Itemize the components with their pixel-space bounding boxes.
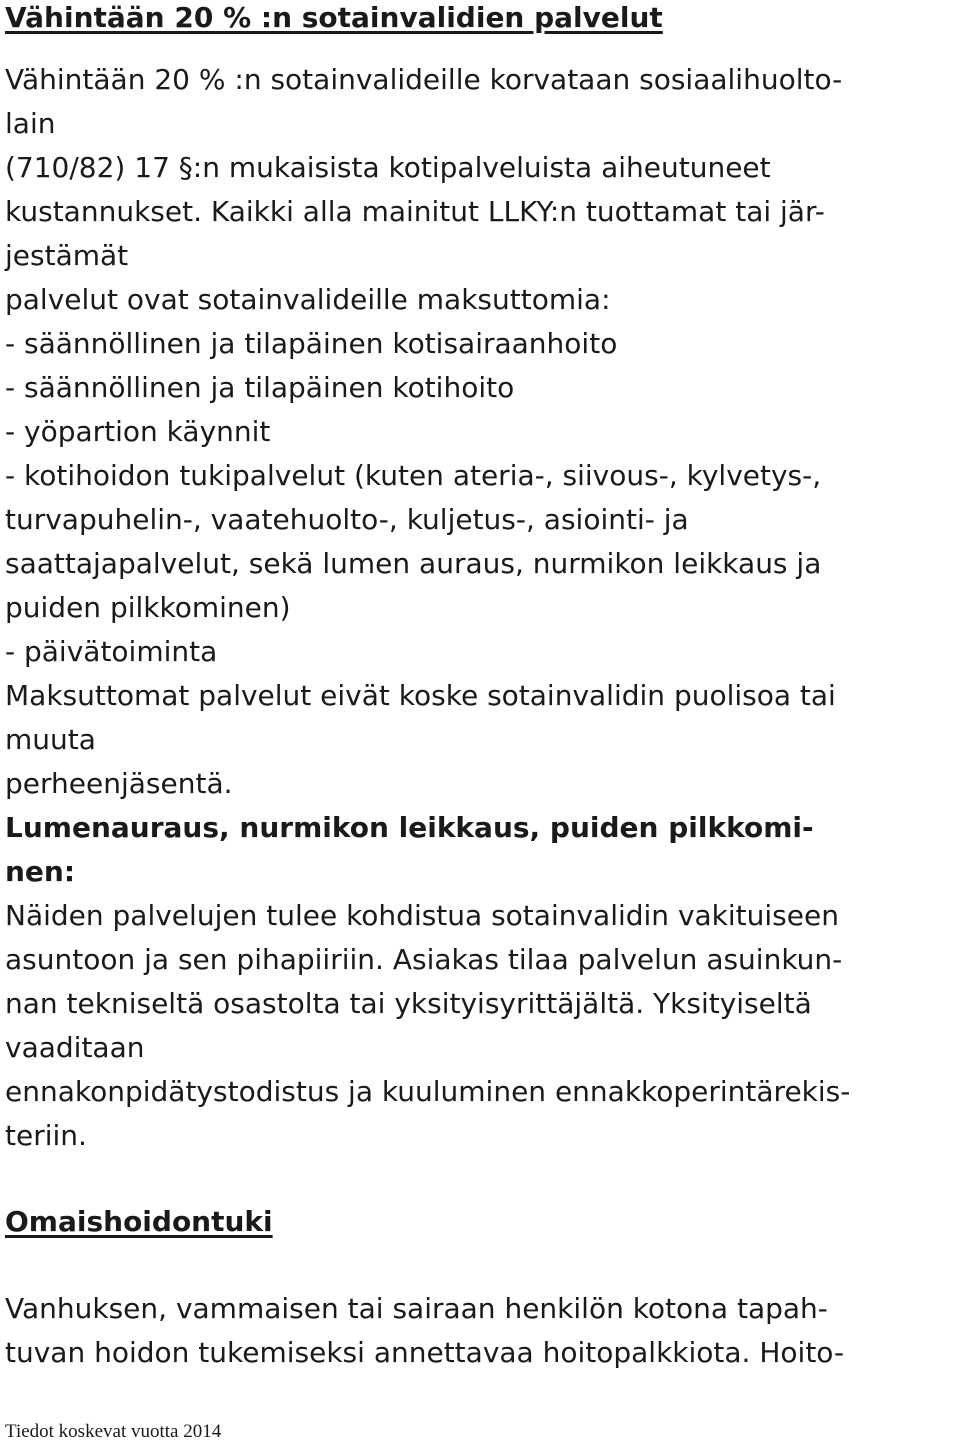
page-footer: Tiedot koskevat vuotta 2014 <box>5 1421 222 1442</box>
paragraph-line: perheenjäsentä. <box>5 767 233 800</box>
paragraph-line: lain <box>5 107 56 140</box>
paragraph-line: teriin. <box>5 1119 87 1152</box>
subheading-lumenauraus: Lumenauraus, nurmikon leikkaus, puiden pilkkomi- <box>5 811 814 844</box>
list-item: - yöpartion käynnit <box>5 415 271 448</box>
paragraph-line: Vanhuksen, vammaisen tai sairaan henkilön kotona tapah- <box>5 1292 828 1325</box>
paragraph-line: palvelut ovat sotainvalideille maksuttomia: <box>5 283 611 316</box>
paragraph-line: jestämät <box>5 239 129 272</box>
paragraph-line: nan tekniseltä osastolta tai yksityisyrittäjältä. Yksityiseltä <box>5 987 812 1020</box>
list-item: - säännöllinen ja tilapäinen kotisairaanhoito <box>5 327 618 360</box>
list-item: - kotihoidon tukipalvelut (kuten ateria-, siivous-, kylvetys-, <box>5 459 822 492</box>
section-heading-sotainvalidien-palvelut: Vähintään 20 % :n sotainvalidien palvelut <box>5 1 663 34</box>
paragraph-line: muuta <box>5 723 96 756</box>
paragraph-line: vaaditaan <box>5 1031 145 1064</box>
paragraph-line: (710/82) 17 §:n mukaisista kotipalveluista aiheutuneet <box>5 151 771 184</box>
list-item: - päivätoiminta <box>5 635 218 668</box>
list-item: - säännöllinen ja tilapäinen kotihoito <box>5 371 515 404</box>
paragraph-line: Vähintään 20 % :n sotainvalideille korvataan sosiaalihuolto- <box>5 63 843 96</box>
paragraph-line: Maksuttomat palvelut eivät koske sotainvalidin puolisoa tai <box>5 679 836 712</box>
list-item-continuation: saattajapalvelut, sekä lumen auraus, nurmikon leikkaus ja <box>5 547 822 580</box>
paragraph-line: tuvan hoidon tukemiseksi annettavaa hoitopalkkiota. Hoito- <box>5 1336 845 1369</box>
subheading-lumenauraus-continuation: nen: <box>5 855 76 888</box>
paragraph-line: Näiden palvelujen tulee kohdistua sotainvalidin vakituiseen <box>5 899 839 932</box>
list-item-continuation: turvapuhelin-, vaatehuolto-, kuljetus-, asiointi- ja <box>5 503 689 536</box>
section-heading-omaishoidontuki: Omaishoidontuki <box>5 1205 273 1238</box>
list-item-continuation: puiden pilkkominen) <box>5 591 291 624</box>
paragraph-line: ennakonpidätystodistus ja kuuluminen ennakkoperintärekis- <box>5 1075 851 1108</box>
paragraph-line: asuntoon ja sen pihapiiriin. Asiakas tilaa palvelun asuinkun- <box>5 943 843 976</box>
paragraph-line: kustannukset. Kaikki alla mainitut LLKY:n tuottamat tai jär- <box>5 195 825 228</box>
